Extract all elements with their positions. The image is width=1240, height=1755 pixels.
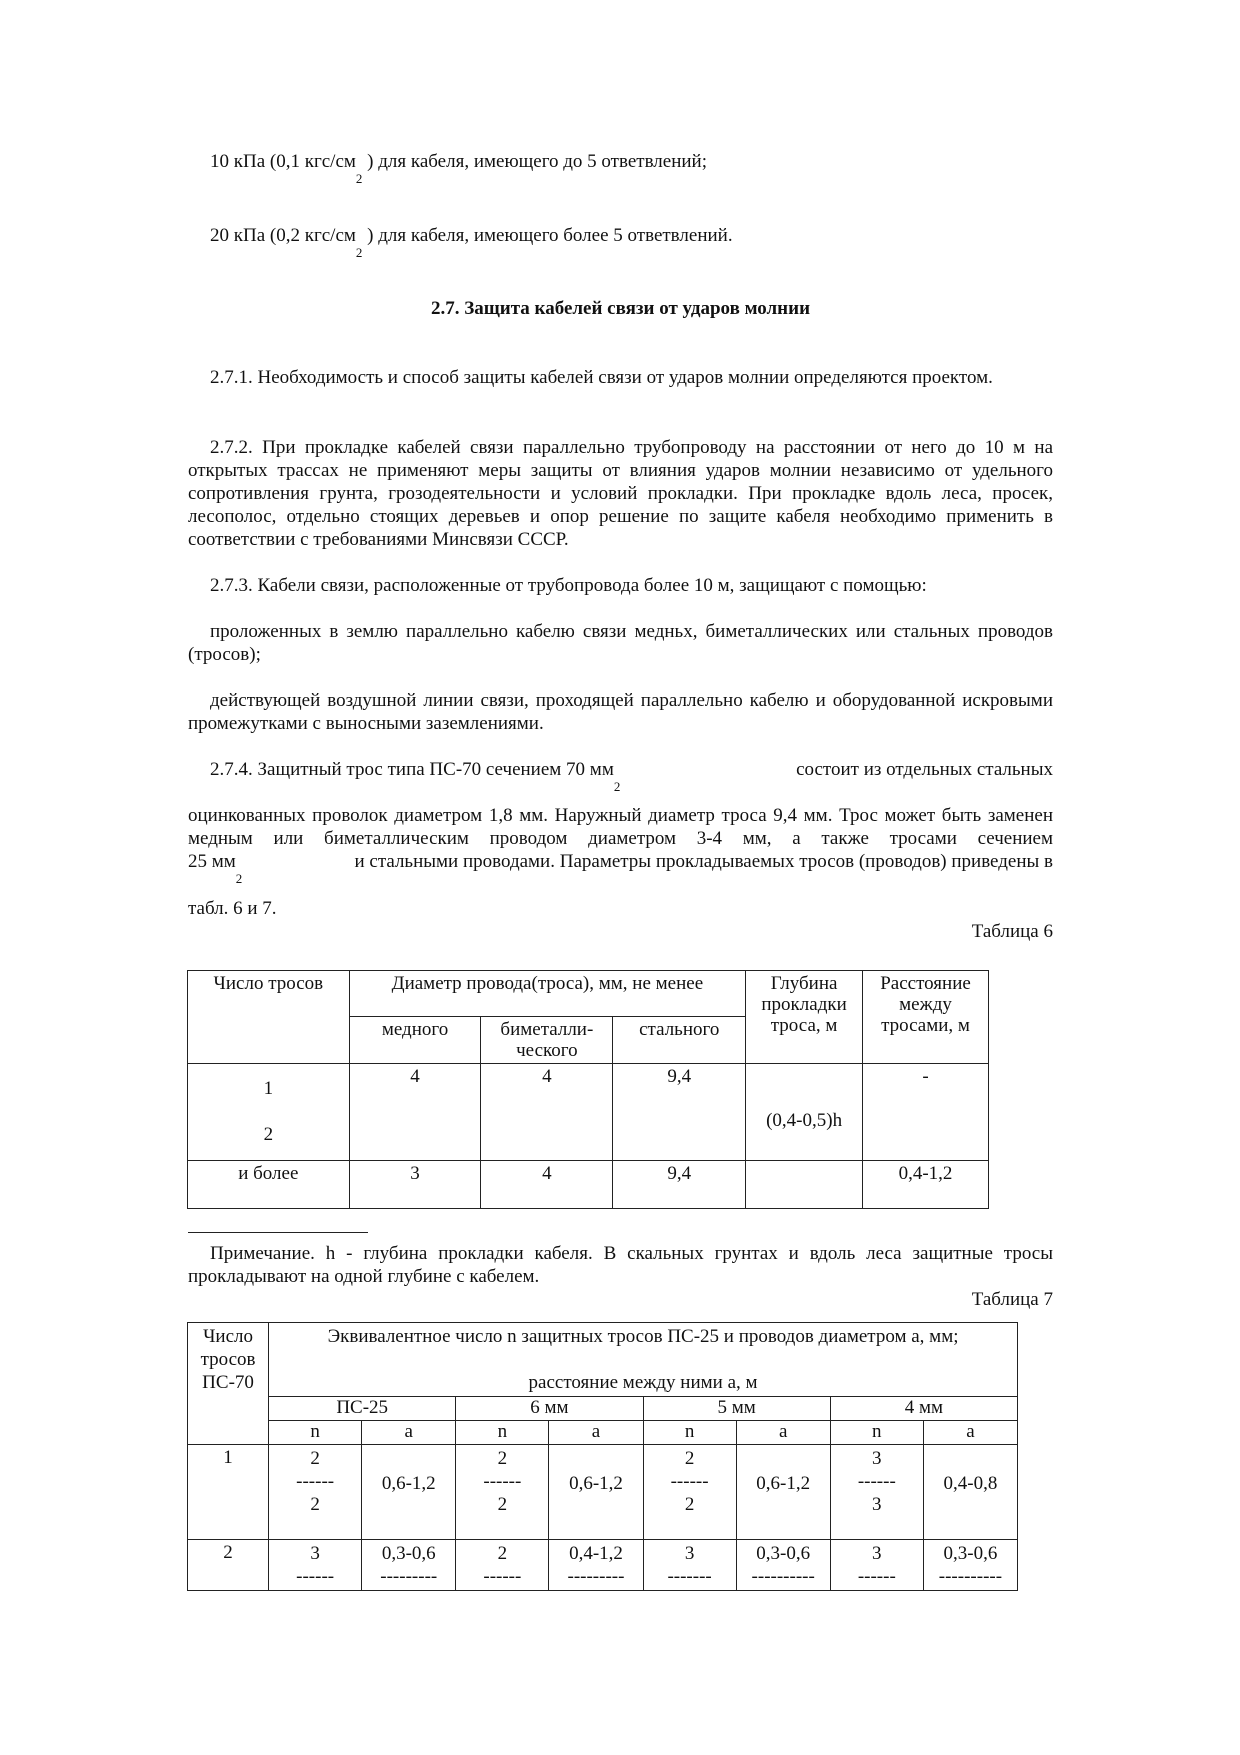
table-6-header-count: Число тросов	[188, 971, 350, 1064]
pressure-line-1-end: ) для кабеля, имеющего до 5 ответвлений;	[367, 151, 708, 172]
table-6-cell: -	[863, 1064, 989, 1161]
table-7-cell: 3 ------	[269, 1540, 362, 1591]
paragraph-2-7-4-first-line	[210, 758, 1053, 794]
table-6-header-depth: Глубина прокладки троса, м	[746, 971, 863, 1064]
paragraph-2-7-4-line-3	[188, 850, 1053, 886]
paragraph-2-7-4-area: 25 мм	[188, 851, 236, 872]
table-6-header-steel: стального	[613, 1017, 746, 1064]
paragraph-2-7-4-tail: и стальными проводами. Параметры прокладываемых тросов (проводов) приведены в	[354, 851, 1053, 872]
table-7-header-line-2: расстояние между ними а, м	[528, 1372, 758, 1393]
table-6-count-2: 2	[263, 1124, 274, 1145]
table-7-header-line-1: Эквивалентное число n защитных тросов ПС-25 и проводов диаметром а, мм;	[327, 1326, 959, 1347]
paragraph-2-7-3: 2.7.3. Кабели связи, расположенные от трубопровода более 10 м, защищают с помощью:	[210, 575, 927, 596]
table-7-cell: 0,3-0,6 ---------	[362, 1540, 456, 1591]
table-7-cell: 2 ------ 2	[269, 1445, 362, 1540]
table-6-row	[188, 1064, 350, 1161]
table-7	[187, 1322, 1018, 1591]
table-7-header-n: n	[456, 1421, 549, 1445]
superscript: 2	[235, 871, 243, 886]
table-7-header-n: n	[830, 1421, 923, 1445]
table-7-header-a: a	[549, 1421, 643, 1445]
table-6-cell: 9,4	[613, 1064, 746, 1161]
table-7-cell: 3 ------ 3	[830, 1445, 923, 1540]
section-heading: 2.7. Защита кабелей связи от ударов молнии	[430, 298, 811, 319]
table-7-cell: 0,6-1,2	[362, 1445, 456, 1540]
table-6-cell: 0,4-1,2	[863, 1161, 989, 1209]
table-7-cell: 3 -------	[643, 1540, 736, 1591]
list-item-overhead-line: действующей воздушной линии связи, проходящей параллельно кабелю и оборудованной искровыми промежутками с выносными заземлениями.	[188, 690, 1053, 734]
table-7-group-ps25: ПС-25	[269, 1397, 456, 1421]
table-7-cell: 0,4-1,2 ---------	[549, 1540, 643, 1591]
table-6-caption: Таблица 6	[971, 921, 1053, 942]
table-6-header-copper: медного	[349, 1017, 481, 1064]
table-7-group-5mm: 5 мм	[643, 1397, 830, 1421]
table-7-header-a: a	[923, 1421, 1017, 1445]
paragraph-2-7-2: 2.7.2. При прокладке кабелей связи параллельно трубопроводу на расстоянии от него до 10 м на открытых трассах не применяют меры защиты от влияния ударов молнии независимо от удельного сопротивления грунта, грозодеятельности и условий прокладки. При прокладке вдоль леса, просек, лесополос, отдельно стоящих деревьев и опор решение по защите кабеля необходимо применить в соответствии с требованиями Минсвязи СССР.	[188, 437, 1053, 550]
table-7-header-n: n	[269, 1421, 362, 1445]
table-7-header-count: Число тросов ПС-70	[188, 1323, 269, 1445]
table-6-count-1: 1	[263, 1078, 274, 1099]
table-7-cell: 0,6-1,2	[736, 1445, 830, 1540]
table-7-header-a: a	[362, 1421, 456, 1445]
pressure-line-2-end: ) для кабеля, имеющего более 5 ответвлений.	[367, 225, 733, 246]
table-6-header-bimetal: биметалли- ческого	[481, 1017, 613, 1064]
table-6-cell	[746, 1161, 863, 1209]
table-7-header-main	[269, 1323, 1018, 1397]
table-7-cell: 0,3-0,6 ----------	[736, 1540, 830, 1591]
paragraph-2-7-4-end: табл. 6 и 7.	[188, 898, 277, 919]
superscript: 2	[355, 171, 363, 186]
table-7-caption: Таблица 7	[971, 1289, 1053, 1310]
table-7-header-n: n	[643, 1421, 736, 1445]
table-7-row-1-count: 1	[188, 1445, 269, 1540]
table-6-cell: 4	[481, 1064, 613, 1161]
table-7-cell: 0,4-0,8	[923, 1445, 1017, 1540]
pressure-line-1-start: 10 кПа (0,1 кгс/см	[210, 151, 356, 172]
table-7-group-4mm: 4 мм	[830, 1397, 1017, 1421]
pressure-line-2-start: 20 кПа (0,2 кгс/см	[210, 225, 356, 246]
table-6-cell: 9,4	[613, 1161, 746, 1209]
paragraph-2-7-4-start: 2.7.4. Защитный трос типа ПС-70 сечением 70 мм	[210, 759, 614, 780]
table-6-depth-value: (0,4-0,5)h	[746, 1064, 863, 1161]
paragraph-2-7-1: 2.7.1. Необходимость и способ защиты кабелей связи от ударов молнии определяются проектом.	[210, 367, 993, 388]
table-7-cell: 2 ------ 2	[643, 1445, 736, 1540]
table-7-cell: 2 ------	[456, 1540, 549, 1591]
pressure-line-2	[210, 224, 733, 260]
table-7-cell: 3 ------	[830, 1540, 923, 1591]
paragraph-2-7-4-continuation: состоит из отдельных стальных	[796, 759, 1053, 780]
paragraph-2-7-4-body: оцинкованных проволок диаметром 1,8 мм. Наружный диаметр троса 9,4 мм. Трос может быть заменен медным или биметаллическим проводом диаметром 3-4 мм, а также тросами сечением	[188, 805, 1053, 849]
table-6-cell: 4	[481, 1161, 613, 1209]
table-6	[187, 970, 989, 1209]
table-6-note: Примечание. h - глубина прокладки кабеля. В скальных грунтах и вдоль леса защитные тросы прокладывают на одной глубине с кабелем.	[188, 1243, 1053, 1287]
table-6-cell: 3	[349, 1161, 481, 1209]
table-7-group-6mm: 6 мм	[456, 1397, 643, 1421]
table-6-cell: 4	[349, 1064, 481, 1161]
table-7-cell: 0,3-0,6 ----------	[923, 1540, 1017, 1591]
table-7-cell: 2 ------ 2	[456, 1445, 549, 1540]
superscript: 2	[613, 779, 621, 794]
list-item-wires: проложенных в землю параллельно кабелю связи медньх, биметаллических или стальных проводов (тросов);	[188, 621, 1053, 665]
table-6-header-diameter: Диаметр провода(троса), мм, не менее	[349, 971, 746, 1017]
superscript: 2	[355, 245, 363, 260]
table-7-header-a: a	[736, 1421, 830, 1445]
table-6-count-3: и более	[188, 1161, 350, 1209]
table-7-cell: 0,6-1,2	[549, 1445, 643, 1540]
table-6-header-distance: Расстояние между тросами, м	[863, 971, 989, 1064]
table-7-row-2-count: 2	[188, 1540, 269, 1591]
pressure-line-1	[210, 150, 708, 186]
footnote-divider	[188, 1232, 368, 1233]
